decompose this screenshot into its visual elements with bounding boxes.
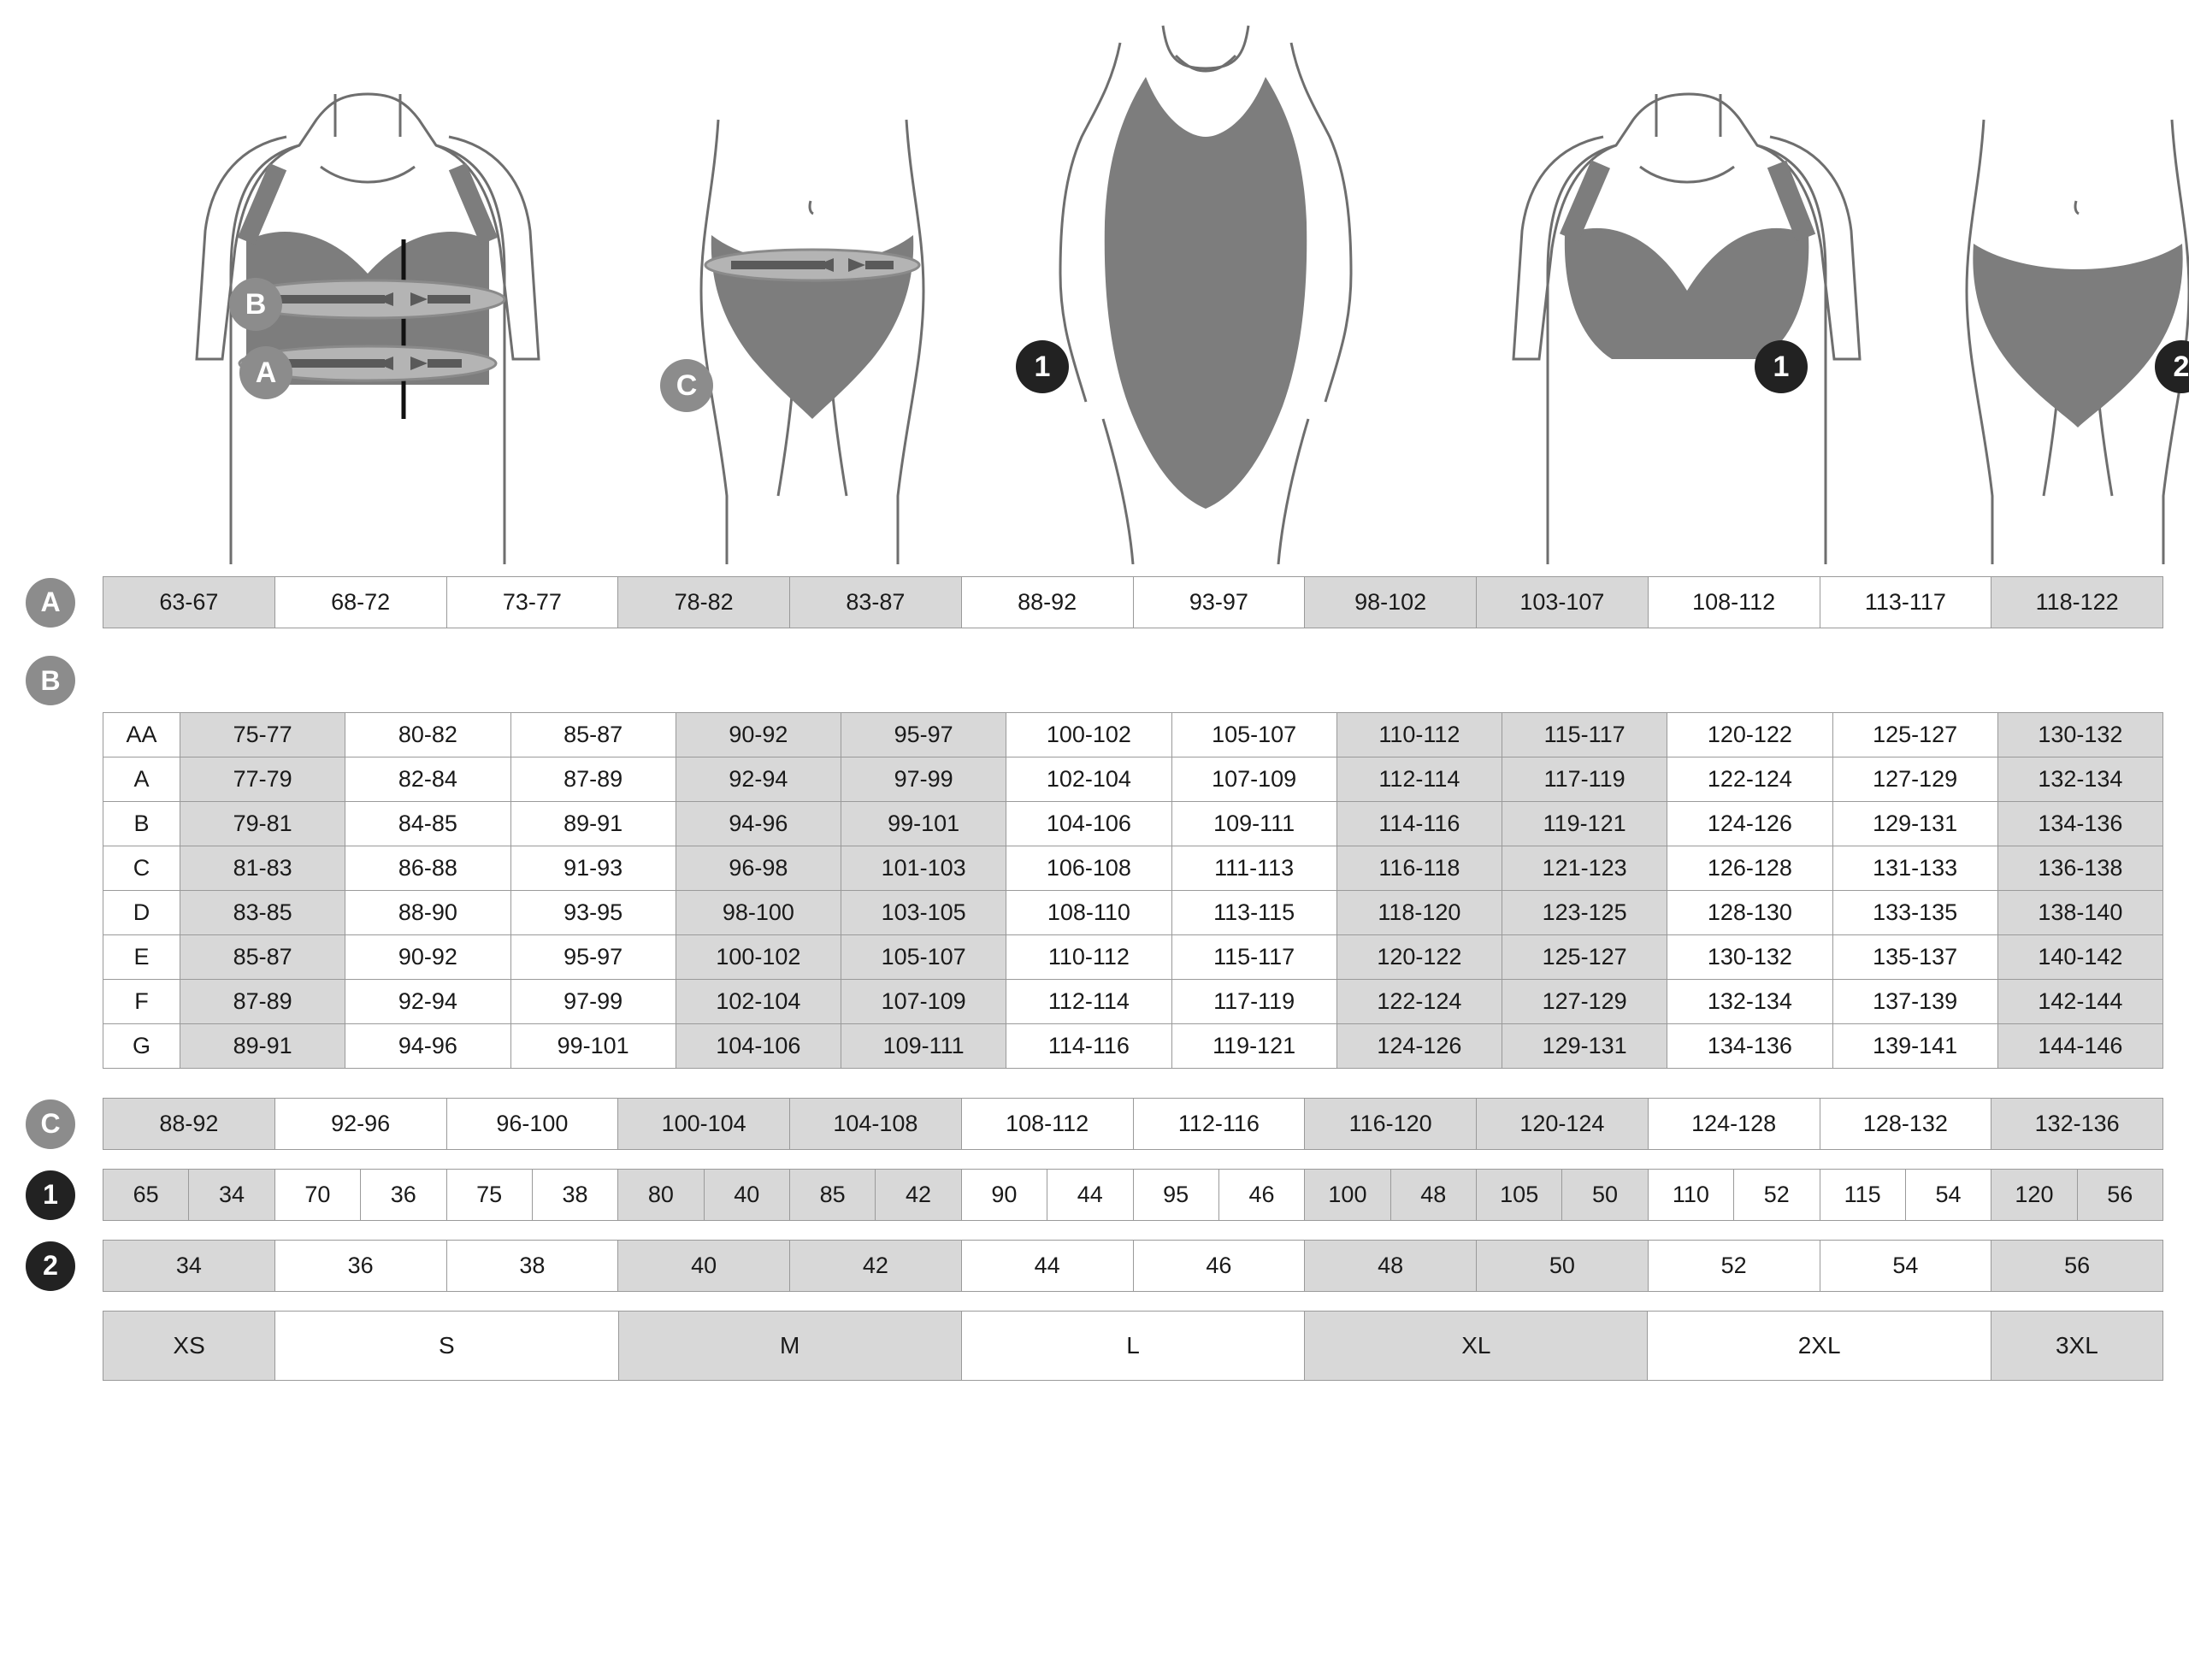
- bust-cell: 107-109: [1172, 757, 1337, 802]
- badge-1-swimsuit: 1: [1016, 340, 1069, 393]
- bra-size-cell: [1477, 1170, 1649, 1220]
- bust-cell: 133-135: [1833, 891, 1998, 935]
- underbust-cell: 78-82: [618, 577, 790, 628]
- bust-cell: 97-99: [511, 980, 676, 1024]
- table-row: [103, 935, 2162, 980]
- row-1-label-wrap: [26, 1169, 103, 1221]
- brief-figure: [1898, 17, 2189, 564]
- row-2-cells: [103, 1240, 2163, 1292]
- cup-size-table-block: [26, 712, 2163, 1069]
- brief-size-cell: 50: [1477, 1241, 1649, 1291]
- bra-size-eu: 85: [819, 1182, 846, 1207]
- bust-cell: 77-79: [180, 757, 345, 802]
- row-c-cells: [103, 1098, 2163, 1150]
- hip-cell: 124-128: [1649, 1099, 1820, 1149]
- row-2-label-wrap: [26, 1240, 103, 1292]
- bust-cell: 104-106: [1006, 802, 1171, 846]
- bust-cell: 124-126: [1337, 1024, 1502, 1069]
- bust-cell: 83-85: [180, 891, 345, 935]
- row-b-label-row: [26, 654, 2163, 707]
- bust-cell: 99-101: [841, 802, 1006, 846]
- bust-cell: 128-130: [1667, 891, 1832, 935]
- cup-label: E: [103, 935, 180, 980]
- brief-size-cell: 34: [103, 1241, 275, 1291]
- hip-cell: 116-120: [1305, 1099, 1477, 1149]
- illustrations-row: [26, 0, 2189, 564]
- bra-size-alt: 48: [1390, 1170, 1476, 1220]
- bust-cell: 115-117: [1502, 713, 1667, 757]
- brief-size-cell: 44: [962, 1241, 1134, 1291]
- bra-size-alt: 52: [1733, 1170, 1819, 1220]
- row-1-cells: [103, 1169, 2163, 1221]
- bust-cell: 102-104: [676, 980, 841, 1024]
- bust-cell: 99-101: [511, 1024, 676, 1069]
- cup-size-table: [103, 712, 2163, 1069]
- bust-cell: 92-94: [345, 980, 510, 1024]
- bust-cell: 103-105: [841, 891, 1006, 935]
- bust-cell: 119-121: [1502, 802, 1667, 846]
- badge-1-bra: 1: [1755, 340, 1808, 393]
- bust-cell: 126-128: [1667, 846, 1832, 891]
- bust-cell: 91-93: [511, 846, 676, 891]
- bra-size-alt: 50: [1561, 1170, 1647, 1220]
- underbust-cell: 88-92: [962, 577, 1134, 628]
- bust-cell: 138-140: [1998, 891, 2162, 935]
- bra-size-eu: 70: [304, 1182, 331, 1207]
- cup-label: G: [103, 1024, 180, 1069]
- bust-cell: 75-77: [180, 713, 345, 757]
- bust-cell: 122-124: [1667, 757, 1832, 802]
- bust-cell: 117-119: [1172, 980, 1337, 1024]
- bra-size-cell: [103, 1170, 275, 1220]
- bust-cell: 110-112: [1006, 935, 1171, 980]
- bust-cell: 140-142: [1998, 935, 2162, 980]
- table-row: [103, 846, 2162, 891]
- bust-cell: 85-87: [511, 713, 676, 757]
- bust-cell: 102-104: [1006, 757, 1171, 802]
- bust-cell: 94-96: [676, 802, 841, 846]
- bust-cell: 108-110: [1006, 891, 1171, 935]
- brief-size-cell: 40: [618, 1241, 790, 1291]
- bust-cell: 127-129: [1833, 757, 1998, 802]
- bust-cell: 135-137: [1833, 935, 1998, 980]
- underbust-cell: 93-97: [1134, 577, 1306, 628]
- bra-size-eu: 105: [1500, 1182, 1539, 1207]
- badge-1-row: 1: [26, 1170, 75, 1220]
- hip-cell: 112-116: [1134, 1099, 1306, 1149]
- letter-size-cell: M: [619, 1312, 962, 1380]
- bust-cell: 122-124: [1337, 980, 1502, 1024]
- bra-size-eu: 100: [1328, 1182, 1367, 1207]
- bust-cell: 79-81: [180, 802, 345, 846]
- table-row: [103, 1024, 2162, 1069]
- hip-cell: 100-104: [618, 1099, 790, 1149]
- bra-size-eu: 90: [991, 1182, 1018, 1207]
- badge-a-figure: A: [239, 346, 292, 399]
- badge-b-figure: B: [229, 278, 282, 331]
- bust-cell: 115-117: [1172, 935, 1337, 980]
- bra-size-eu: 75: [476, 1182, 503, 1207]
- letter-size-cell: L: [962, 1312, 1305, 1380]
- bra-size-cell: [447, 1170, 619, 1220]
- underbust-cell: 113-117: [1820, 577, 1992, 628]
- brief-size-cell: 46: [1134, 1241, 1306, 1291]
- letter-size-cell: S: [275, 1312, 618, 1380]
- bra-size-eu: 80: [647, 1182, 674, 1207]
- bust-cell: 105-107: [1172, 713, 1337, 757]
- underbust-cell: 118-122: [1991, 577, 2162, 628]
- bra-size-cell: [790, 1170, 962, 1220]
- bust-cell: 107-109: [841, 980, 1006, 1024]
- bust-cell: 112-114: [1337, 757, 1502, 802]
- row-c: [26, 1098, 2163, 1150]
- badge-2-brief: 2: [2155, 340, 2189, 393]
- brief-size-cell: 36: [275, 1241, 447, 1291]
- bust-cell: 93-95: [511, 891, 676, 935]
- bust-cell: 95-97: [511, 935, 676, 980]
- bust-cell: 96-98: [676, 846, 841, 891]
- bust-cell: 92-94: [676, 757, 841, 802]
- badge-c-figure: C: [660, 359, 713, 412]
- badge-2-row: 2: [26, 1241, 75, 1291]
- underbust-cell: 73-77: [447, 577, 619, 628]
- hip-measure-figure: [633, 17, 992, 564]
- row-b-label-wrap: [26, 656, 103, 705]
- cup-label: D: [103, 891, 180, 935]
- badge-c-row: C: [26, 1099, 75, 1149]
- bra-size-alt: 54: [1905, 1170, 1991, 1220]
- brief-size-cell: 52: [1649, 1241, 1820, 1291]
- bust-cell: 120-122: [1667, 713, 1832, 757]
- bust-cell: 106-108: [1006, 846, 1171, 891]
- hip-cell: 128-132: [1820, 1099, 1992, 1149]
- bust-cell: 124-126: [1667, 802, 1832, 846]
- bust-cell: 84-85: [345, 802, 510, 846]
- underbust-cell: 63-67: [103, 577, 275, 628]
- bust-cell: 101-103: [841, 846, 1006, 891]
- cup-label: C: [103, 846, 180, 891]
- bust-cell: 120-122: [1337, 935, 1502, 980]
- bust-cell: 105-107: [841, 935, 1006, 980]
- bust-cell: 142-144: [1998, 980, 2162, 1024]
- hip-cell: 96-100: [447, 1099, 619, 1149]
- table-row: [103, 802, 2162, 846]
- bust-cell: 121-123: [1502, 846, 1667, 891]
- underbust-cell: 98-102: [1305, 577, 1477, 628]
- swimsuit-figure: [992, 17, 1419, 564]
- underbust-cell: 108-112: [1649, 577, 1820, 628]
- bust-cell: 131-133: [1833, 846, 1998, 891]
- bust-measure-figure: [103, 17, 633, 564]
- bust-cell: 111-113: [1172, 846, 1337, 891]
- bust-cell: 97-99: [841, 757, 1006, 802]
- row-a-label-wrap: [26, 576, 103, 628]
- bust-cell: 86-88: [345, 846, 510, 891]
- bra-size-cell: [1305, 1170, 1477, 1220]
- cup-label: A: [103, 757, 180, 802]
- cup-label: B: [103, 802, 180, 846]
- bra-size-eu: 65: [133, 1182, 159, 1207]
- table-row: [103, 713, 2162, 757]
- bust-cell: 125-127: [1833, 713, 1998, 757]
- row-1: [26, 1169, 2163, 1221]
- bra-size-eu: 110: [1672, 1182, 1709, 1207]
- bra-size-alt: 56: [2077, 1170, 2162, 1220]
- brief-size-cell: 48: [1305, 1241, 1477, 1291]
- bra-size-alt: 34: [188, 1170, 274, 1220]
- badge-a-row: A: [26, 578, 75, 628]
- bra-size-cell: [962, 1170, 1134, 1220]
- bra-size-alt: 40: [704, 1170, 789, 1220]
- bra-figure: [1419, 17, 1898, 564]
- bra-size-cell: [1991, 1170, 2162, 1220]
- bust-cell: 110-112: [1337, 713, 1502, 757]
- bust-cell: 127-129: [1502, 980, 1667, 1024]
- bust-cell: 94-96: [345, 1024, 510, 1069]
- row-c-label-wrap: [26, 1098, 103, 1150]
- bust-cell: 95-97: [841, 713, 1006, 757]
- bust-cell: 123-125: [1502, 891, 1667, 935]
- row-sizes-label-wrap: [26, 1311, 103, 1381]
- bra-size-cell: [1134, 1170, 1306, 1220]
- bust-cell: 88-90: [345, 891, 510, 935]
- bust-cell: 137-139: [1833, 980, 1998, 1024]
- bust-cell: 125-127: [1502, 935, 1667, 980]
- bra-size-alt: 44: [1047, 1170, 1132, 1220]
- table-row: [103, 891, 2162, 935]
- bust-cell: 144-146: [1998, 1024, 2162, 1069]
- underbust-cell: 83-87: [790, 577, 962, 628]
- bust-cell: 119-121: [1172, 1024, 1337, 1069]
- brief-size-cell: 42: [790, 1241, 962, 1291]
- bra-size-cell: [1649, 1170, 1820, 1220]
- bust-cell: 132-134: [1667, 980, 1832, 1024]
- bust-cell: 89-91: [511, 802, 676, 846]
- row-a: [26, 576, 2163, 628]
- row-letter-sizes: [26, 1311, 2163, 1381]
- bust-cell: 109-111: [1172, 802, 1337, 846]
- hip-cell: 88-92: [103, 1099, 275, 1149]
- bust-cell: 112-114: [1006, 980, 1171, 1024]
- badge-b-row: B: [26, 656, 75, 705]
- bra-size-cell: [618, 1170, 790, 1220]
- bust-cell: 117-119: [1502, 757, 1667, 802]
- bust-cell: 90-92: [345, 935, 510, 980]
- brief-size-cell: 54: [1820, 1241, 1992, 1291]
- brief-size-cell: 38: [447, 1241, 619, 1291]
- cup-table-spacer: [26, 712, 103, 1069]
- hip-cell: 104-108: [790, 1099, 962, 1149]
- bra-size-cell: [275, 1170, 447, 1220]
- bust-cell: 82-84: [345, 757, 510, 802]
- bust-cell: 113-115: [1172, 891, 1337, 935]
- bra-size-alt: 42: [875, 1170, 960, 1220]
- bust-cell: 80-82: [345, 713, 510, 757]
- bust-cell: 134-136: [1998, 802, 2162, 846]
- bust-cell: 129-131: [1833, 802, 1998, 846]
- underbust-cell: 68-72: [275, 577, 447, 628]
- letter-size-cell: 3XL: [1991, 1312, 2162, 1380]
- hip-cell: 92-96: [275, 1099, 447, 1149]
- cup-label: F: [103, 980, 180, 1024]
- bust-cell: 98-100: [676, 891, 841, 935]
- brief-size-cell: 56: [1991, 1241, 2162, 1291]
- underbust-cell: 103-107: [1477, 577, 1649, 628]
- bra-size-eu: 120: [2015, 1182, 2054, 1207]
- bust-cell: 118-120: [1337, 891, 1502, 935]
- bust-cell: 90-92: [676, 713, 841, 757]
- bra-size-alt: 46: [1218, 1170, 1304, 1220]
- bra-size-eu: 115: [1844, 1182, 1881, 1207]
- bra-size-alt: 36: [360, 1170, 445, 1220]
- bust-cell: 134-136: [1667, 1024, 1832, 1069]
- letter-size-cell: XS: [103, 1312, 275, 1380]
- bust-cell: 116-118: [1337, 846, 1502, 891]
- row-2: [26, 1240, 2163, 1292]
- letter-size-cell: XL: [1305, 1312, 1648, 1380]
- bust-cell: 114-116: [1006, 1024, 1171, 1069]
- bust-cell: 87-89: [511, 757, 676, 802]
- table-row: [103, 757, 2162, 802]
- table-row: [103, 980, 2162, 1024]
- bust-cell: 136-138: [1998, 846, 2162, 891]
- bust-cell: 85-87: [180, 935, 345, 980]
- row-a-cells: [103, 576, 2163, 628]
- bra-size-cell: [1820, 1170, 1992, 1220]
- bust-cell: 139-141: [1833, 1024, 1998, 1069]
- hip-cell: 108-112: [962, 1099, 1134, 1149]
- bust-cell: 109-111: [841, 1024, 1006, 1069]
- bust-cell: 114-116: [1337, 802, 1502, 846]
- bust-cell: 100-102: [676, 935, 841, 980]
- row-sizes-cells: [103, 1311, 2163, 1381]
- bust-cell: 132-134: [1998, 757, 2162, 802]
- bust-cell: 129-131: [1502, 1024, 1667, 1069]
- bust-cell: 104-106: [676, 1024, 841, 1069]
- hip-cell: 132-136: [1991, 1099, 2162, 1149]
- bust-cell: 130-132: [1998, 713, 2162, 757]
- bust-cell: 81-83: [180, 846, 345, 891]
- cup-label: AA: [103, 713, 180, 757]
- letter-size-cell: 2XL: [1648, 1312, 1991, 1380]
- bra-size-eu: 95: [1163, 1182, 1189, 1207]
- bust-cell: 130-132: [1667, 935, 1832, 980]
- bust-cell: 100-102: [1006, 713, 1171, 757]
- hip-cell: 120-124: [1477, 1099, 1649, 1149]
- bust-cell: 89-91: [180, 1024, 345, 1069]
- bra-size-alt: 38: [532, 1170, 617, 1220]
- bust-cell: 87-89: [180, 980, 345, 1024]
